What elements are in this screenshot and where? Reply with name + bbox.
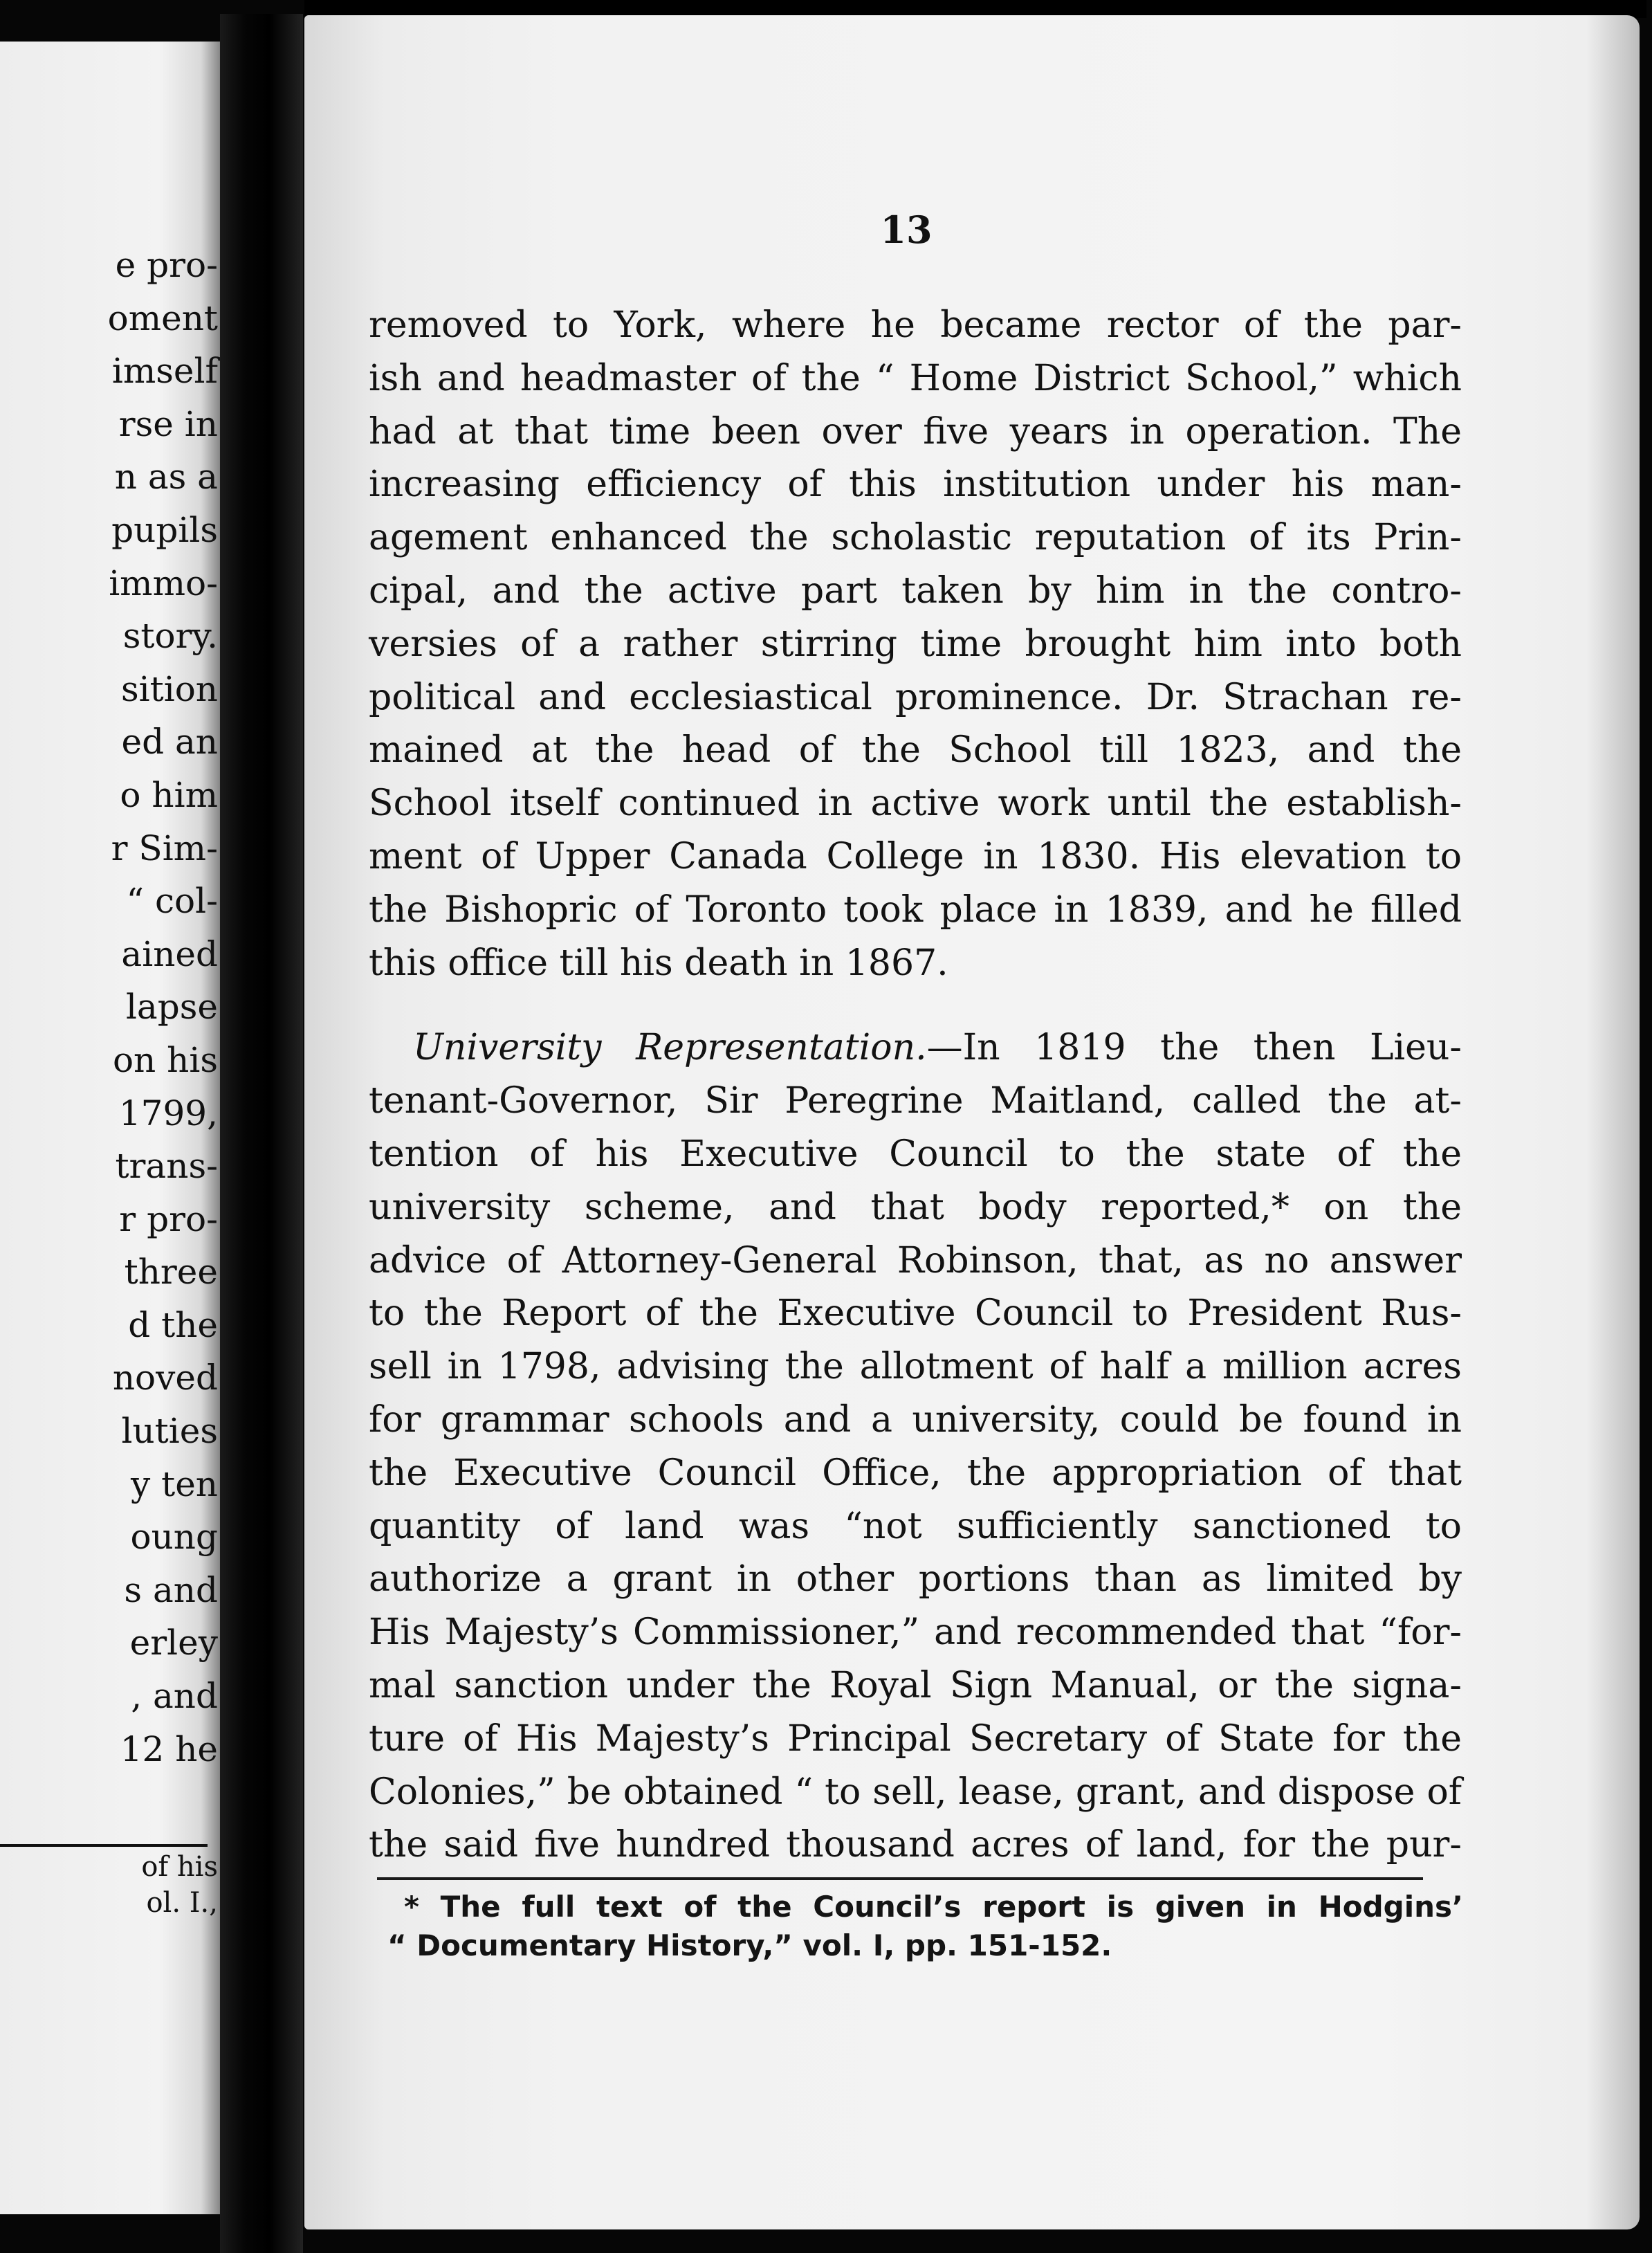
facing-page-line: story.: [122, 616, 218, 657]
text-line: agement enhanced the scholastic reputation of its Prin-: [369, 517, 1462, 559]
text-line: sell in 1798, advising the allotment of half a million acres: [369, 1346, 1462, 1388]
facing-page-line: pupils: [111, 509, 218, 550]
facing-page-line: , and: [131, 1676, 218, 1717]
facing-page-line: ed an: [121, 722, 218, 763]
text-line: the said five hundred thousand acres of land, for the pur-: [369, 1824, 1462, 1866]
facing-page-line: o him: [120, 774, 218, 815]
section-run-in-heading: University Representation.: [413, 1027, 927, 1069]
facing-page-line: three: [124, 1252, 218, 1293]
facing-page-line: n as a: [114, 457, 218, 498]
facing-page-line: s and: [124, 1569, 218, 1610]
text-line: university scheme, and that body reported,* on the: [369, 1186, 1462, 1228]
text-line: the Bishopric of Toronto took place in 1839, and he filled: [369, 888, 1462, 931]
text-line: cipal, and the active part taken by him in the contro-: [369, 569, 1462, 612]
facing-page-text: [0, 239, 225, 1776]
facing-page-line: d the: [128, 1304, 218, 1345]
facing-page-line: trans-: [115, 1146, 218, 1187]
text-line: had at that time been over five years in operation. The: [369, 410, 1462, 453]
facing-page-footnote: [0, 1849, 225, 1921]
book-gutter: [220, 14, 303, 2253]
paragraph-strachan: [369, 299, 1462, 989]
facing-page-line: noved: [112, 1358, 218, 1398]
footnote-line: * The full text of the Council’s report is given in Hodgins’: [404, 1890, 1463, 1924]
text-line: ish and headmaster of the “ Home District School,” which: [369, 357, 1462, 399]
facing-page-line: e pro-: [115, 245, 218, 285]
facing-page-line: erley: [129, 1623, 218, 1663]
facing-page-line: y ten: [130, 1463, 218, 1504]
text-line: political and ecclesiastical prominence. Dr. Strachan re-: [369, 676, 1462, 718]
facing-page-line: oung: [130, 1517, 218, 1558]
facing-page-line: r Sim-: [111, 828, 218, 868]
text-line: removed to York, where he became rector of the par-: [369, 304, 1462, 346]
facing-page-line: 12 he: [120, 1728, 218, 1769]
text-line: ture of His Majesty’s Principal Secretary of State for the: [369, 1717, 1462, 1760]
paragraph-university-representation: [369, 1021, 1462, 1872]
facing-page-line: ained: [121, 933, 218, 974]
facing-page-footnote-rule: [0, 1844, 208, 1847]
text-line: ment of Upper Canada College in 1830. His elevation to: [369, 835, 1462, 877]
text-line: to the Report of the Executive Council to President Rus-: [369, 1293, 1462, 1335]
footnote: [387, 1888, 1463, 1965]
body-text: [369, 299, 1462, 1872]
facing-page-footnote-line: ol. I.,: [146, 1887, 218, 1919]
facing-page-line: rse in: [118, 403, 218, 444]
text-line-first: [369, 1021, 1462, 1075]
paragraph-gap: [369, 989, 1462, 1021]
facing-page-line: on his: [112, 1039, 218, 1080]
facing-page-line: “ col-: [126, 881, 218, 922]
footnote-line: “ Documentary History,” vol. I, pp. 151-152.: [387, 1928, 1112, 1962]
facing-page-line: sition: [120, 668, 218, 709]
text-line: for grammar schools and a university, could be found in: [369, 1398, 1462, 1441]
text-line: His Majesty’s Commissioner,” and recommended that “for-: [369, 1612, 1462, 1654]
text-line: advice of Attorney-General Robinson, that, as no answer: [369, 1239, 1462, 1281]
text-line: versies of a rather stirring time brought him into both: [369, 623, 1462, 665]
text-line: increasing efficiency of this institution under his man-: [369, 464, 1462, 506]
text-line: tenant-Governor, Sir Peregrine Maitland, called the at-: [369, 1080, 1462, 1122]
text-line: School itself continued in active work until the establish-: [369, 783, 1462, 825]
text-line: mal sanction under the Royal Sign Manual, or the signa-: [369, 1664, 1462, 1706]
facing-page-line: luties: [121, 1411, 218, 1452]
text-line: quantity of land was “not sufficiently sanctioned to: [369, 1505, 1462, 1547]
facing-page-line: imself: [111, 351, 218, 392]
facing-page-line: lapse: [125, 987, 218, 1028]
facing-page-line: r pro-: [119, 1198, 218, 1239]
text-line: Colonies,” be obtained “ to sell, lease, grant, and dispose of: [369, 1771, 1462, 1813]
text-line: the Executive Council Office, the appropriation of that: [369, 1452, 1462, 1494]
footnote-rule: [377, 1877, 1423, 1880]
facing-page-line: 1799,: [118, 1093, 218, 1133]
text-line: tention of his Executive Council to the state of the: [369, 1133, 1462, 1175]
text-line: mained at the head of the School till 1823, and the: [369, 729, 1462, 772]
text-line: authorize a grant in other portions than as limited by: [369, 1558, 1462, 1600]
page-number: 13: [880, 208, 933, 252]
facing-page-line: immo-: [109, 563, 218, 603]
text-run: —In 1819 the then Lieu-: [926, 1027, 1462, 1069]
text-line: this office till his death in 1867.: [369, 942, 948, 984]
facing-page-footnote-line: of his: [141, 1851, 218, 1883]
facing-page-line: oment: [107, 298, 218, 338]
